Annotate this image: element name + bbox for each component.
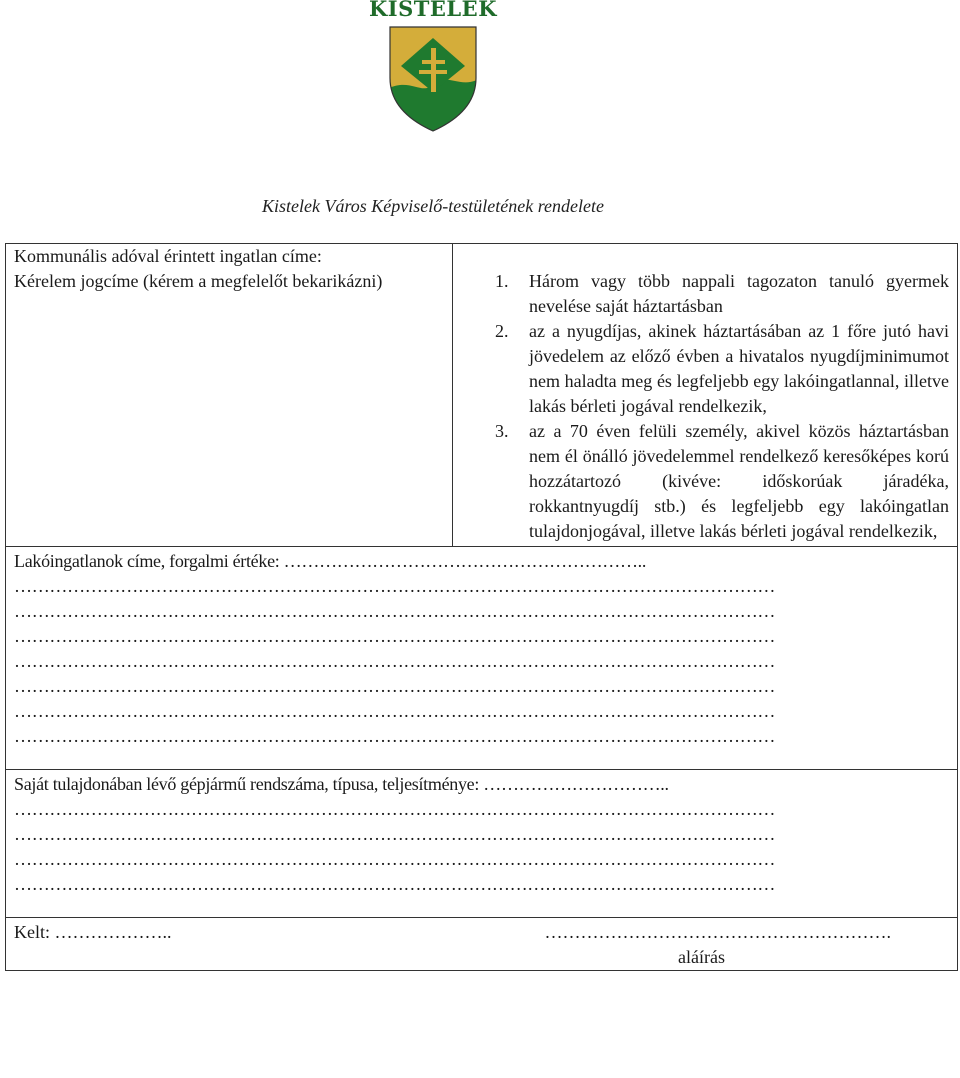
residential-properties-cell[interactable] <box>6 547 958 770</box>
residential-dot-line: ………………………………………………………………………………………………………………… <box>14 726 776 746</box>
residential-dot-line: ………………………………………………………………………………………………………………… <box>14 576 776 596</box>
residential-dot-line: ………………………………………………………………………………………………………………… <box>14 626 776 646</box>
property-address-cell <box>6 244 453 547</box>
vehicle-dot-line: ………………………………………………………………………………………………………………… <box>14 849 776 869</box>
date-label: Kelt: <box>14 922 50 942</box>
property-address-row <box>6 244 958 547</box>
residential-dot-line: ………………………………………………………………………………………………………………… <box>14 651 776 671</box>
date-field[interactable] <box>14 920 172 945</box>
vehicle-first-dots: ………………………….. <box>483 774 669 794</box>
vehicle-row <box>6 770 958 918</box>
date-dots: ……………….. <box>54 922 172 942</box>
vehicle-dot-line: ………………………………………………………………………………………………………………… <box>14 824 776 844</box>
request-option-text: az a nyugdíjas, akinek háztartásában az 1 főre jutó havi jövedelem az előző évben a hivatalos nyugdíjminimumot nem haladta meg és legfeljebb egy lakóingatlannal, illetve lakás bérleti jogával rendelkezik, <box>529 321 949 416</box>
vehicle-label-line <box>14 772 949 797</box>
vehicle-cell[interactable] <box>6 770 958 918</box>
request-option-number: 3. <box>495 421 509 441</box>
property-address-label: Kommunális adóval érintett ingatlan címe: <box>14 246 322 266</box>
signature-label: aláírás <box>678 947 725 967</box>
vehicle-dot-line: ………………………………………………………………………………………………………………… <box>14 874 776 894</box>
exemption-request-form <box>5 243 958 971</box>
signature-field[interactable]: …………………………………………………. <box>544 922 891 942</box>
coat-of-arms-icon <box>389 26 477 132</box>
decree-title: Kistelek Város Képviselő-testületének rendelete <box>261 196 605 216</box>
vehicle-dot-line: ………………………………………………………………………………………………………………… <box>14 799 776 819</box>
vehicle-label: Saját tulajdonában lévő gépjármű rendszáma, típusa, teljesítménye: <box>14 774 480 794</box>
municipality-logo-text: KISTELEK <box>369 0 497 21</box>
residential-label-line <box>14 549 949 574</box>
residential-dot-line: ………………………………………………………………………………………………………………… <box>14 676 776 696</box>
residential-properties-row <box>6 547 958 770</box>
request-options-cell <box>453 244 958 547</box>
request-option-number: 2. <box>495 321 509 341</box>
signature-cell <box>6 918 958 971</box>
request-option-number: 1. <box>495 271 509 291</box>
signature-block <box>14 920 949 970</box>
request-option-3[interactable] <box>461 419 949 544</box>
request-option-1[interactable] <box>461 269 949 319</box>
signature-row <box>6 918 958 971</box>
residential-dot-line: ………………………………………………………………………………………………………………… <box>14 701 776 721</box>
request-option-text: az a 70 éven felüli személy, akivel közös háztartásban nem él önálló jövedelemmel rendelkező keresőképes korú hozzátartozó (kivéve: időskorúak járadéka, rokkantnyugdíj stb.) és legfeljebb egy lakóingatlan tulajdonjogával, illetve lakás bérleti jogával rendelkezik, <box>529 421 949 541</box>
request-basis-label: Kérelem jogcíme (kérem a megfelelőt bekarikázni) <box>14 271 383 291</box>
request-option-text: Három vagy több nappali tagozaton tanuló gyermek nevelése saját háztartásban <box>529 271 949 316</box>
residential-dot-line: ………………………………………………………………………………………………………………… <box>14 601 776 621</box>
request-option-2[interactable] <box>461 319 949 419</box>
request-options-list <box>461 269 949 544</box>
residential-first-dots: …………………………………………………….. <box>283 551 647 571</box>
residential-label: Lakóingatlanok címe, forgalmi értéke: <box>14 551 280 571</box>
